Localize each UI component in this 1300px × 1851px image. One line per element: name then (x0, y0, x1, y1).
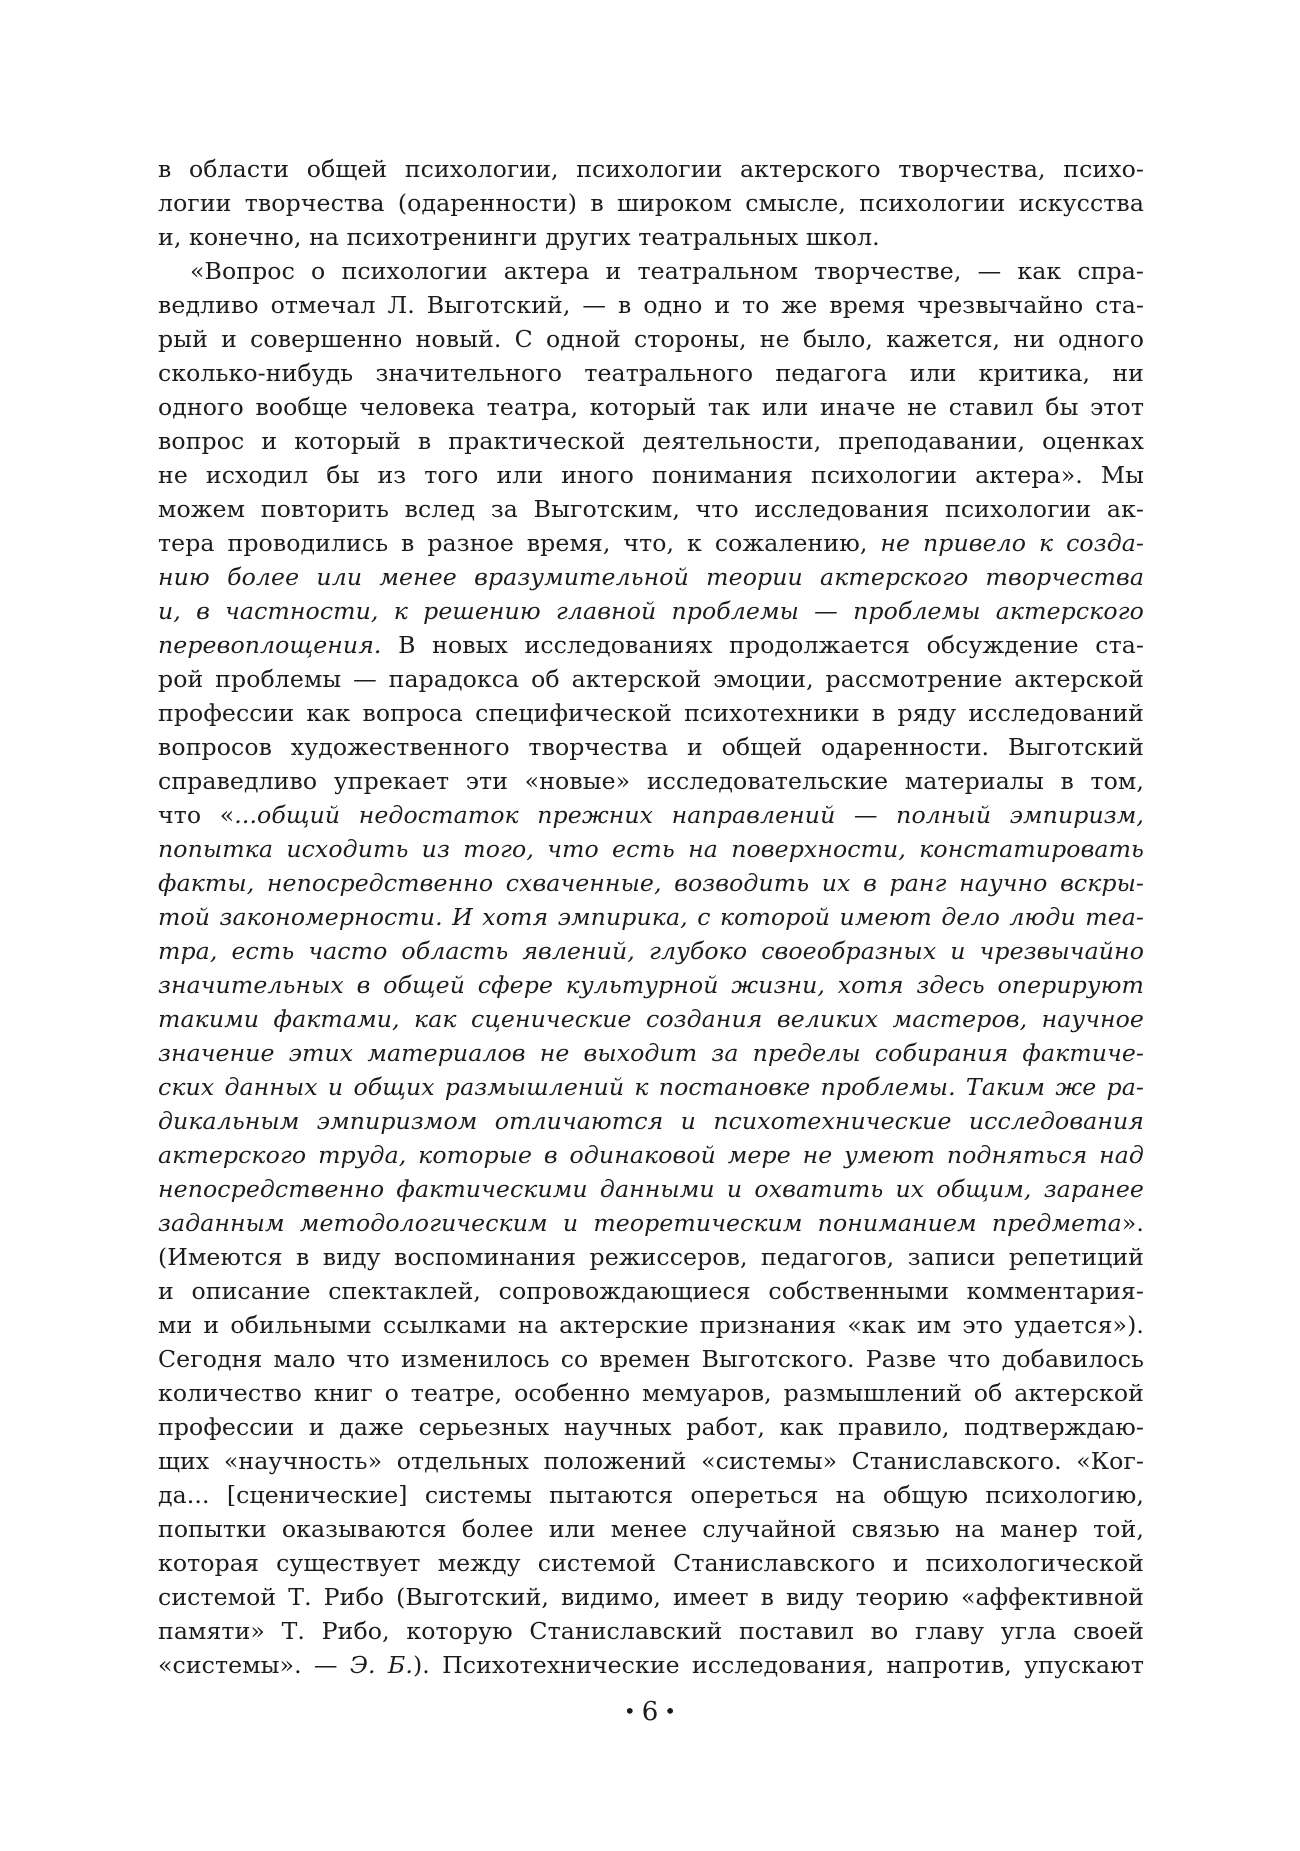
text-line (158, 288, 1144, 322)
text-run: ). Психотехнические исследования, напротив, упускают (412, 1651, 1145, 1679)
text-line (158, 220, 1144, 254)
page-number-value: 6 (641, 1697, 659, 1727)
text-line (158, 798, 1144, 832)
italic-run: нию более или менее вразумительной теории актерского творчества (158, 563, 1144, 591)
italic-run: Э. Б. (349, 1651, 413, 1679)
text-run: ». (1121, 1209, 1144, 1237)
italic-run: той закономерности. И хотя эмпирика, с которой имеют дело люди теа- (158, 903, 1144, 931)
text-line (158, 390, 1144, 424)
text-line (158, 1410, 1144, 1444)
text-line (158, 322, 1144, 356)
text-run: тера проводились в разное время, что, к сожалению, (158, 529, 881, 557)
text-line (158, 526, 1144, 560)
text-run: ми и обильными ссылками на актерские признания «как им это удается»). (158, 1311, 1144, 1339)
text-line (158, 1206, 1144, 1240)
italic-run: не привело к созда- (880, 529, 1144, 557)
italic-run: заданным методологическим и теоретическим пониманием предмета (158, 1209, 1122, 1237)
text-line (158, 1614, 1144, 1648)
text-run: не исходил бы из того или иного понимания психологии актера». Мы (158, 461, 1144, 489)
text-run: количество книг о театре, особенно мемуаров, размышлений об актерской (158, 1379, 1144, 1407)
text-run: в области общей психологии, психологии актерского творчества, психо- (158, 155, 1144, 183)
text-run: справедливо упрекает эти «новые» исследовательские материалы в том, (158, 767, 1144, 795)
text-run: вопрос и который в практической деятельности, преподавании, оценках (158, 427, 1144, 455)
italic-run: значительных в общей сфере культурной жизни, хотя здесь оперируют (158, 971, 1144, 999)
italic-run: ...общий недостаток прежних направлений — полный эмпиризм, (234, 801, 1144, 829)
text-run: профессии как вопроса специфической психотехники в ряду исследований (158, 699, 1144, 727)
text-run: которая существует между системой Станиславского и психологической (158, 1549, 1144, 1577)
text-line (158, 696, 1144, 730)
page-number-dot-right: • (664, 1699, 677, 1723)
text-line (158, 1036, 1144, 1070)
text-run: да... [сценические] системы пытаются опереться на общую психологию, (158, 1481, 1144, 1509)
text-line (158, 356, 1144, 390)
text-run: одного вообще человека театра, который так или иначе не ставил бы этот (158, 393, 1144, 421)
italic-run: дикальным эмпиризмом отличаются и психотехнические исследования (158, 1107, 1144, 1135)
text-line (158, 968, 1144, 1002)
text-line (158, 1478, 1144, 1512)
text-line (158, 1376, 1144, 1410)
text-line (158, 1138, 1144, 1172)
text-line (158, 900, 1144, 934)
text-run: (Имеются в виду воспоминания режиссеров, педагогов, записи репетиций (158, 1243, 1144, 1271)
italic-run: значение этих материалов не выходит за пределы собирания фактиче- (158, 1039, 1144, 1067)
text-run: что « (158, 801, 235, 829)
text-line (158, 628, 1144, 662)
text-line (158, 152, 1144, 186)
text-run: и, конечно, на психотренинги других театральных школ. (158, 223, 880, 251)
text-line (158, 186, 1144, 220)
page-number-dot-left: • (623, 1699, 636, 1723)
text-line (158, 424, 1144, 458)
text-line (158, 1104, 1144, 1138)
text-run: ведливо отмечал Л. Выготский, — в одно и то же время чрезвычайно ста- (158, 291, 1144, 319)
text-line (158, 1546, 1144, 1580)
text-line (158, 866, 1144, 900)
text-line (158, 560, 1144, 594)
text-line (158, 594, 1144, 628)
text-line (158, 1444, 1144, 1478)
text-run: щих «научность» отдельных положений «системы» Станиславского. «Ког- (158, 1447, 1144, 1475)
text-line (158, 934, 1144, 968)
italic-run: непосредственно фактическими данными и охватить их общим, заранее (158, 1175, 1144, 1203)
text-run: рой проблемы — парадокса об актерской эмоции, рассмотрение актерской (158, 665, 1144, 693)
text-line (158, 1070, 1144, 1104)
text-line (158, 1308, 1144, 1342)
text-run: вопросов художественного творчества и общей одаренности. Выготский (158, 733, 1144, 761)
italic-run: и, в частности, к решению главной проблемы — проблемы актерского (158, 597, 1144, 625)
italic-run: факты, непосредственно схваченные, возводить их в ранг научно вскры- (158, 869, 1144, 897)
text-run: логии творчества (одаренности) в широком смысле, психологии искусства (158, 189, 1144, 217)
text-run: попытки оказываются более или менее случайной связью на манер той, (158, 1515, 1144, 1543)
italic-run: перевоплощения. (158, 631, 382, 659)
text-run: и описание спектаклей, сопровождающиеся собственными комментария- (158, 1277, 1144, 1305)
italic-run: такими фактами, как сценические создания великих мастеров, научное (158, 1005, 1144, 1033)
text-run: В новых исследованиях продолжается обсуждение ста- (381, 631, 1144, 659)
text-run: памяти» Т. Рибо, которую Станиславский поставил во главу угла своей (158, 1617, 1144, 1645)
text-run: «Вопрос о психологии актера и театральном творчестве, — как спра- (190, 257, 1144, 285)
italic-run: попытка исходить из того, что есть на поверхности, констатировать (158, 835, 1144, 863)
text-run: можем повторить вслед за Выготским, что исследования психологии ак- (158, 495, 1144, 523)
italic-run: ских данных и общих размышлений к постановке проблемы. Таким же ра- (158, 1073, 1144, 1101)
page-number (600, 1691, 700, 1731)
text-line (158, 1512, 1144, 1546)
text-line (158, 764, 1144, 798)
text-line (158, 662, 1144, 696)
italic-run: тра, есть часто область явлений, глубоко своеобразных и чрезвычайно (158, 937, 1144, 965)
text-line (158, 832, 1144, 866)
text-line (158, 730, 1144, 764)
text-line (158, 1240, 1144, 1274)
italic-run: актерского труда, которые в одинаковой мере не умеют подняться над (158, 1141, 1144, 1169)
text-line (158, 1648, 1144, 1682)
text-run: рый и совершенно новый. С одной стороны, не было, кажется, ни одного (158, 325, 1144, 353)
text-line (158, 1274, 1144, 1308)
text-run: сколько-нибудь значительного театрального педагога или критика, ни (158, 359, 1144, 387)
text-line (158, 458, 1144, 492)
text-line (190, 254, 1144, 288)
text-run: «системы». — (158, 1651, 350, 1679)
text-line (158, 1342, 1144, 1376)
text-run: Сегодня мало что изменилось со времен Выготского. Разве что добавилось (158, 1345, 1144, 1373)
text-line (158, 492, 1144, 526)
text-line (158, 1172, 1144, 1206)
text-line (158, 1580, 1144, 1614)
text-run: системой Т. Рибо (Выготский, видимо, имеет в виду теорию «аффективной (158, 1583, 1144, 1611)
text-run: профессии и даже серьезных научных работ, как правило, подтверждаю- (158, 1413, 1144, 1441)
text-line (158, 1002, 1144, 1036)
